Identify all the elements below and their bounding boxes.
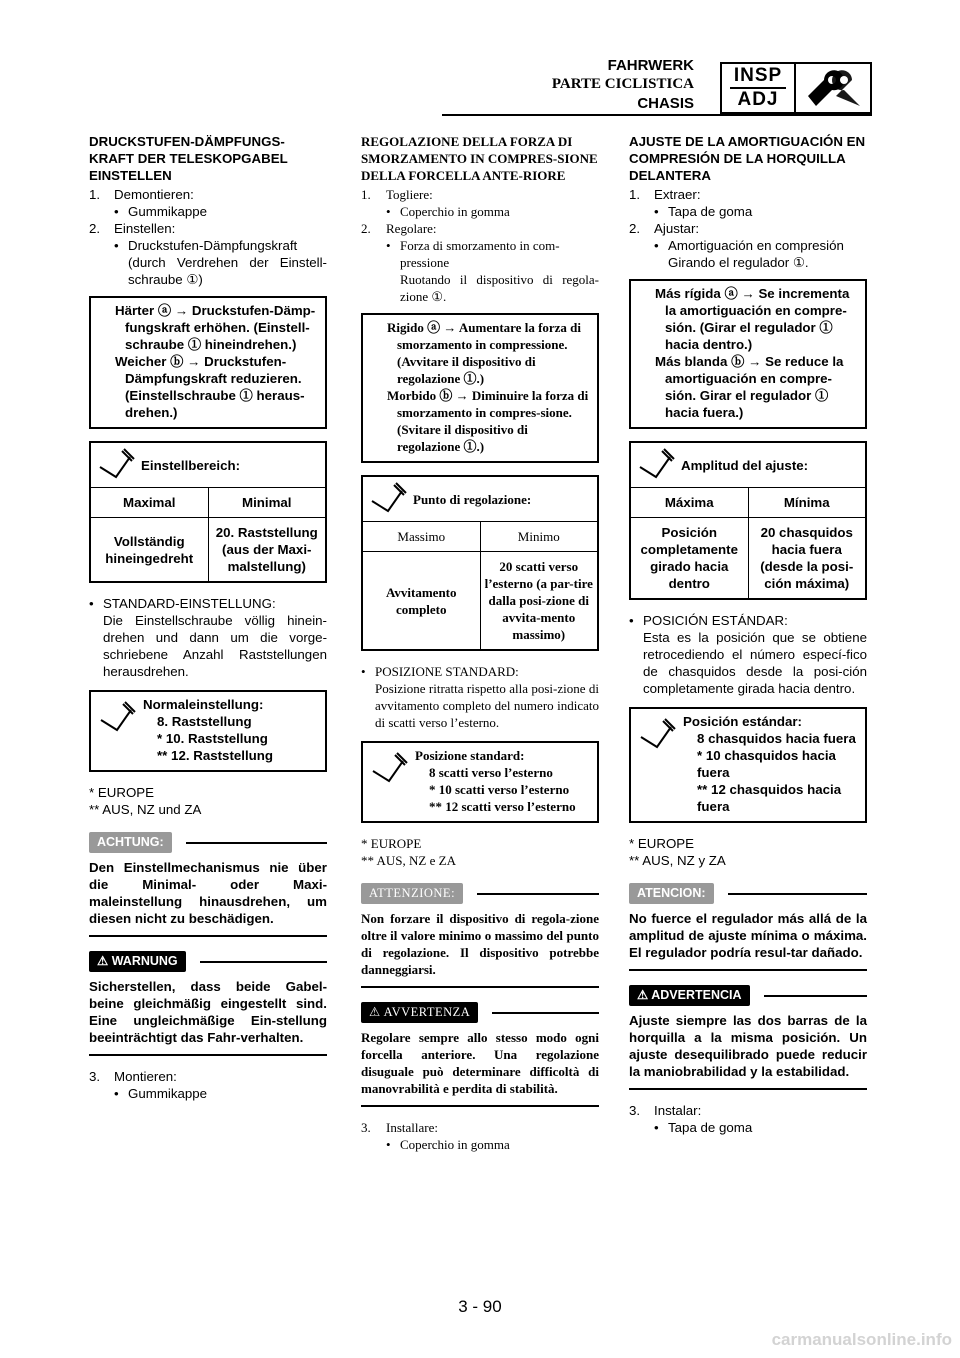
warning-text: Sicherstellen, dass beide Gabel-beine gleichmäßig eingestellt sind. Eine ungleichmäßige Ein-stellung beeinträchtigt das Fahr-verhalten. (89, 978, 327, 1056)
bullet: • STANDARD-EINSTELLUNG: (89, 596, 276, 611)
caution-text: No fuerce el regulador más allá de la amplitud de ajuste mínima o máxima. El regulador podría resul-tar dañado. (629, 910, 867, 971)
page-header (92, 56, 872, 118)
bullet-continuation: Girando el regulador ①. (668, 255, 809, 270)
range-table: Einstellbereich: Maximal Minimal Vollständig hineingedreht 20. Raststellung (aus der Maxi-malstellung) (89, 441, 327, 583)
footnote: * EUROPE (361, 836, 422, 851)
title-de: FAHRWERK (607, 57, 694, 74)
adjustment-box: Más rígida ⓐ → Se incrementa la amortiguación en compre-sión. (Girar el regulador ① hacia dentro.) Más blanda ⓑ → Se reduce la amortiguación en compre-sión. Girar el regulador ① hacia fuera.) (629, 279, 867, 429)
bullet: • Tapa de goma (654, 204, 753, 219)
section-titles (552, 56, 694, 113)
column-italian (361, 133, 599, 1153)
header-rule (442, 114, 872, 116)
standard-box: Posizione standard: 8 scatti verso l’esterno * 10 scatti verso l’esterno ** 12 scatti verso l’esterno (361, 741, 599, 823)
caution-header: ACHTUNG: (89, 832, 327, 853)
step-3: 3. Montieren: (89, 1069, 177, 1084)
standard-box: Normaleinstellung: 8. Raststellung * 10. Raststellung ** 12. Raststellung (89, 690, 327, 772)
standard-text: Die Einstellschraube völlig hinein-drehen und dann um die vorge-schriebene Anzahl Raststellungen herausdrehen. (103, 613, 327, 679)
heading: REGOLAZIONE DELLA FORZA DI SMORZAMENTO IN COMPRES-SIONE DELLA FORCELLA ANTE-RIORE (361, 134, 598, 183)
warning-text: Regolare sempre allo stesso modo ogni forcella anteriore. Una regolazione disuguale può determinare difficoltà di manovrabilità e perdita di stabilità. (361, 1029, 599, 1107)
insp-adj-badge (720, 62, 872, 114)
step-2: 2. Ajustar: (629, 221, 700, 236)
wrench-icon (631, 713, 683, 815)
caution-header: ATTENZIONE: (361, 883, 599, 904)
step-2: 2. Einstellen: (89, 221, 176, 236)
adjustment-box: Rigido ⓐ → Aumentare la forza di smorzamento in compressione. (Avvitare il dispositivo di regolazione ①.) Morbido ⓑ → Diminuire la forza di smorzamento in compres-sione. (Svitare il dispositivo di regolazione ①.) (361, 313, 599, 463)
bullet: • POSIZIONE STANDARD: (361, 664, 519, 679)
badge-insp: INSP (733, 65, 783, 86)
caution-text: Den Einstellmechanismus nie über die Minimal- oder Maxi-maleinstellung hinausdrehen, um diesen nicht zu beschädigen. (89, 859, 327, 937)
caution-text: Non forzare il dispositivo di regola-zione oltre il valore minimo o massimo del punto di regolazione. Il dispositivo potrebbe danneggiarsi. (361, 910, 599, 988)
bullet: • Forza di smorzamento in com-pressione (386, 238, 560, 270)
column-german (89, 133, 327, 1102)
footnote: * EUROPE (629, 836, 695, 851)
step-3: 3. Installare: (361, 1120, 438, 1135)
standard-text: Esta es la posición que se obtiene retrocediendo el número especí-fico de chasquidos desde la posi-ción completamente girada hacia dentro. (643, 630, 867, 696)
bullet: • Coperchio in gomma (386, 204, 510, 219)
range-title: Einstellbereich: (141, 457, 241, 473)
footnote: * EUROPE (89, 785, 155, 800)
bullet: • Gummikappe (114, 1086, 208, 1101)
bullet: • Coperchio in gomma (386, 1137, 510, 1152)
bullet: • Gummikappe (114, 204, 208, 219)
warning-icon: ⚠ (637, 988, 652, 1002)
step-1: 1. Demontieren: (89, 187, 194, 202)
watermark: carmanualsonline.info (771, 1330, 952, 1349)
heading: DRUCKSTUFEN-DÄMPFUNGS-KRAFT DER TELESKOPGABEL EINSTELLEN (89, 134, 288, 183)
wrench-icon (631, 447, 681, 483)
badge-adj: ADJ (737, 89, 779, 110)
caution-header: ATENCION: (629, 883, 867, 904)
step-3: 3. Instalar: (629, 1103, 702, 1118)
column-spanish (629, 133, 867, 1136)
footnote: ** AUS, NZ y ZA (629, 853, 726, 868)
bullet-continuation: (durch Verdrehen der Einstell-schraube ①) (128, 255, 327, 287)
bullet-continuation: Ruotando il dispositivo di regola-zione ①. (400, 272, 599, 304)
bullet: • POSICIÓN ESTÁNDAR: (629, 613, 788, 628)
wrench-icon (796, 64, 870, 112)
bullet: • Druckstufen-Dämpfungskraft (114, 238, 298, 253)
step-1: 1. Togliere: (361, 187, 433, 202)
wrench-icon (91, 447, 141, 483)
warning-icon: ⚠ (97, 954, 112, 968)
range-title: Punto di regolazione: (413, 491, 532, 507)
range-table: Amplitud del ajuste: Máxima Mínima Posición completamente girado hacia dentro 20 chasquidos hacia fuera (desde la posi-ción máxima) (629, 441, 867, 600)
footnote: ** AUS, NZ und ZA (89, 802, 202, 817)
warning-header: ⚠ AVVERTENZA (361, 1002, 599, 1023)
adjustment-box: Härter ⓐ → Druckstufen-Dämp-fungskraft erhöhen. (Einstell-schraube ① hineindrehen.) Weicher ⓑ → Druckstufen-Dämpfungskraft reduzieren. (Einstellschraube ① heraus-drehen.) (89, 296, 327, 429)
wrench-icon (363, 747, 415, 815)
page-number: 3 - 90 (458, 1297, 502, 1316)
heading: AJUSTE DE LA AMORTIGUACIÓN EN COMPRESIÓN DE LA HORQUILLA DELANTERA (629, 134, 866, 183)
warning-header: ⚠ ADVERTENCIA (629, 985, 867, 1006)
wrench-icon (91, 696, 143, 764)
step-2: 2. Regolare: (361, 221, 437, 236)
standard-text: Posizione ritratta rispetto alla posi-zione di avvitamento completo del numero indicato di scatti verso l’esterno. (375, 681, 599, 730)
standard-box: Posición estándar: 8 chasquidos hacia fuera * 10 chasquidos hacia fuera ** 12 chasquidos hacia fuera (629, 707, 867, 823)
title-it: PARTE CICLISTICA (551, 76, 694, 92)
range-title: Amplitud del ajuste: (681, 457, 809, 473)
warning-text: Ajuste siempre las dos barras de la horquilla a la misma posición. Un ajuste desequilibrado puede reducir la maniobrabilidad y la estabilidad. (629, 1012, 867, 1090)
step-1: 1. Extraer: (629, 187, 701, 202)
warning-icon: ⚠ (369, 1005, 384, 1019)
title-es: CHASIS (637, 95, 694, 112)
warning-header: ⚠ WARNUNG (89, 951, 327, 972)
footnote: ** AUS, NZ e ZA (361, 853, 456, 868)
range-table: Punto di regolazione: Massimo Minimo Avvitamento completo 20 scatti verso l’esterno (a par-tire dalla posi-zione di avvita-mento massimo) (361, 475, 599, 651)
bullet: • Amortiguación en compresión (654, 238, 844, 253)
wrench-icon (363, 481, 413, 517)
bullet: • Tapa de goma (654, 1120, 753, 1135)
